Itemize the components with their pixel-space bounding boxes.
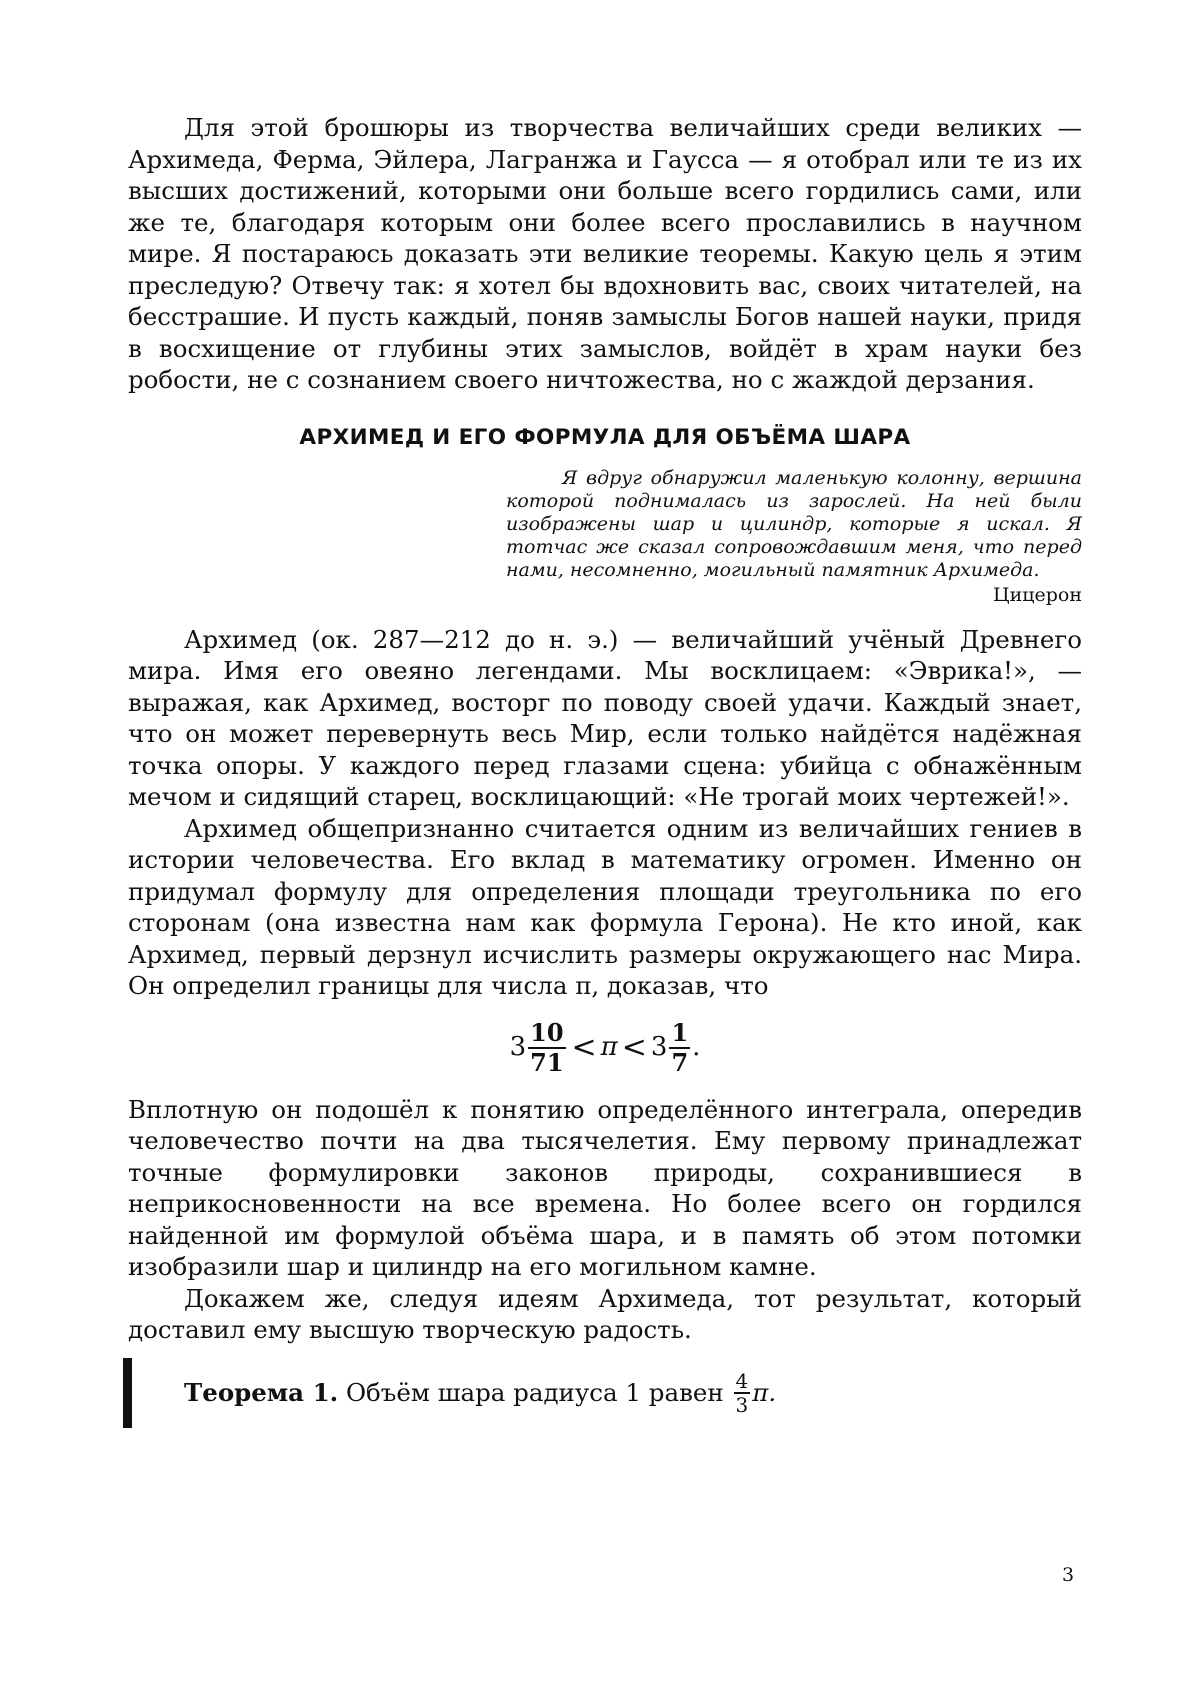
- page-body: [128, 112, 1082, 1426]
- formula-left-numerator: 10: [530, 1017, 564, 1047]
- body-paragraph-2: Архимед общепризнанно считается одним из величайших гениев в истории человечества. Его вклад в математику огромен. Именно он придумал формулу для определения площади треугольника по его сторонам (она известна нам как формула Герона). Не кто иной, как Архимед, первый дерзнул исчислить размеры окружающего нас Мира. Он определил границы для числа π, доказав, что: [128, 813, 1082, 1000]
- theorem-fraction: [734, 1370, 751, 1416]
- formula-right-denominator: 7: [671, 1047, 689, 1077]
- formula-left-whole: 3: [509, 1031, 527, 1062]
- formula-left-fraction: [528, 1019, 565, 1077]
- theorem-text: Объём шара радиуса 1 равен: [345, 1377, 724, 1407]
- formula-less-than-1: <: [571, 1029, 597, 1065]
- page-number: 3: [1062, 1564, 1075, 1586]
- formula-less-than-2: <: [621, 1029, 647, 1065]
- formula-end: .: [692, 1031, 701, 1062]
- theorem-label: Теорема 1.: [184, 1377, 339, 1407]
- theorem-block: [128, 1360, 1082, 1426]
- theorem-denominator: 3: [735, 1392, 749, 1417]
- formula-right-numerator: 1: [671, 1017, 689, 1047]
- section-title: АРХИМЕД И ЕГО ФОРМУЛА ДЛЯ ОБЪЁМА ШАРА: [299, 424, 911, 450]
- theorem-numerator: 4: [735, 1368, 749, 1393]
- theorem-marker-bar: [123, 1358, 132, 1428]
- body-paragraph-3: Вплотную он подошёл к понятию определённого интеграла, опередив человечество почти на два тысячелетия. Ему первому принадлежат точные формулировки законов природы, сохранившиеся в неприкосновенности на все времена. Но более всего он гордился найденной им формулой объёма шара, и в память об этом потомки изобразили шар и цилиндр на его могильном камне.: [128, 1094, 1082, 1281]
- theorem-tail: π.: [752, 1377, 777, 1407]
- formula-left-denominator: 71: [530, 1047, 564, 1077]
- formula-right-whole: 3: [650, 1031, 668, 1062]
- body-paragraph-4: Докажем же, следуя идеям Архимеда, тот результат, который доставил ему высшую творческую радость.: [128, 1283, 1082, 1344]
- formula-pi: π: [600, 1031, 618, 1062]
- epigraph-author: Цицерон: [993, 583, 1082, 606]
- pi-bounds-formula: [128, 1002, 1082, 1094]
- formula-right-fraction: [669, 1019, 690, 1077]
- body-paragraph-1: Архимед (ок. 287—212 до н. э.) — величайший учёный Древнего мира. Имя его овеяно легендами. Мы восклицаем: «Эврика!», — выражая, как Архимед, восторг по поводу своей удачи. Каждый знает, что он может перевернуть весь Мир, если только найдётся надёжная точка опоры. У каждого перед глазами сцена: убийца с обнажённым мечом и сидящий старец, восклицающий: «Не трогай моих чертежей!».: [128, 624, 1082, 811]
- epigraph-quote: Я вдруг обнаружил маленькую колонну, вершина которой поднималась из зарослей. На ней были изображены шар и цилиндр, которые я искал. Я тотчас же сказал сопровождавшим меня, что перед нами, несомненно, могильный памятник Архимеда.: [506, 466, 1082, 581]
- intro-paragraph: Для этой брошюры из творчества величайших среди великих — Архимеда, Ферма, Эйлера, Лагранжа и Гаусса — я отобрал или те из их высших достижений, которыми они больше всего гордились сами, или же те, благодаря которым они более всего прославились в научном мире. Я постараюсь доказать эти великие теоремы. Какую цель я этим преследую? Отвечу так: я хотел бы вдохновить вас, своих читателей, на бесстрашие. И пусть каждый, поняв замыслы Богов нашей науки, придя в восхищение от глубины этих замыслов, войдёт в храм науки без робости, не с сознанием своего ничтожества, но с жаждой дерзания.: [128, 113, 1082, 394]
